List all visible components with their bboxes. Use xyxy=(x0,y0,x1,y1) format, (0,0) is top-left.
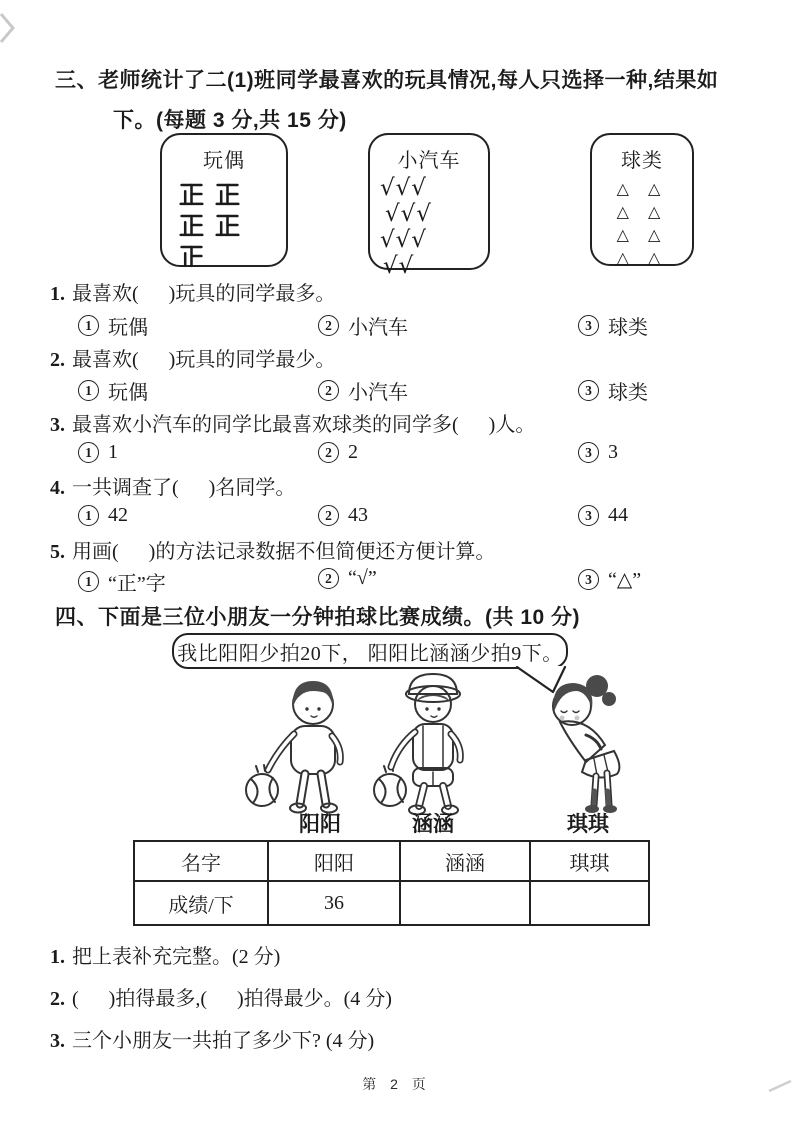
scan-artifact xyxy=(0,12,16,44)
tally-box-title: 球类 xyxy=(621,150,663,172)
tally-box-dolls xyxy=(160,133,288,267)
option: 3 球类 xyxy=(578,311,648,340)
options-3-3 xyxy=(0,441,793,475)
circled-number: 2 xyxy=(318,505,339,526)
option: 1 42 xyxy=(78,504,128,527)
options-3-1 xyxy=(0,311,793,345)
option: 2 2 xyxy=(318,441,358,464)
question-4-2: 2. ( )拍得最多,( )拍得最少。(4 分) xyxy=(50,988,392,1010)
option: 2 小汽车 xyxy=(318,376,408,405)
circled-number: 1 xyxy=(78,315,99,336)
tally-marks-triangles: △ △ △ △ △ △ △ △ xyxy=(616,179,668,267)
question-3-1: 1. 最喜欢( )玩具的同学最多。 xyxy=(50,283,336,305)
option: 2 43 xyxy=(318,504,368,527)
option: 3 3 xyxy=(578,441,618,464)
header-cell-hanhan: 涵涵 xyxy=(400,841,530,881)
question-4-3: 3. 三个小朋友一共拍了多少下? (4 分) xyxy=(50,1030,375,1052)
option: 2 小汽车 xyxy=(318,311,408,340)
header-cell-qiqi: 琪琪 xyxy=(530,841,649,881)
question-3-2: 2. 最喜欢( )玩具的同学最少。 xyxy=(50,349,336,371)
section3-heading-line2: 下。(每题 3 分,共 15 分) xyxy=(113,109,347,132)
option: 3 “△” xyxy=(578,567,641,592)
circled-number: 3 xyxy=(578,569,599,590)
circled-number: 3 xyxy=(578,315,599,336)
option: 1 1 xyxy=(78,441,118,464)
question-3-3: 3. 最喜欢小汽车的同学比最喜欢球类的同学多( )人。 xyxy=(50,414,536,436)
child-name-yangyang: 阳阳 xyxy=(299,812,341,836)
tally-marks-checks: √√√ √√√ √√√ √√ xyxy=(380,175,432,279)
score-table xyxy=(133,840,650,926)
options-3-4 xyxy=(0,504,793,538)
question-3-4: 4. 一共调查了( )名同学。 xyxy=(50,477,296,499)
row-label-score: 成绩/下 xyxy=(134,881,268,925)
header-cell-name: 名字 xyxy=(134,841,268,881)
circled-number: 2 xyxy=(318,568,339,589)
tally-boxes xyxy=(50,133,694,279)
section4-heading: 四、下面是三位小朋友一分钟拍球比赛成绩。(共 10 分) xyxy=(55,606,581,629)
header-cell-yangyang: 阳阳 xyxy=(268,841,400,881)
options-3-2 xyxy=(0,376,793,410)
circled-number: 1 xyxy=(78,442,99,463)
score-cell-hanhan-blank xyxy=(400,881,530,925)
circled-number: 1 xyxy=(78,380,99,401)
boy-hanhan-figure xyxy=(374,674,460,815)
tally-marks-zheng xyxy=(162,173,264,271)
table-header-row xyxy=(134,841,649,881)
speech-bubble-tail xyxy=(505,666,575,698)
tally-box-balls xyxy=(590,133,694,266)
circled-number: 1 xyxy=(78,571,99,592)
score-cell-qiqi-blank xyxy=(530,881,649,925)
circled-number: 2 xyxy=(318,315,339,336)
option: 1 玩偶 xyxy=(78,311,148,340)
circled-number: 3 xyxy=(578,505,599,526)
tally-box-cars xyxy=(368,133,490,279)
child-name-qiqi: 琪琪 xyxy=(567,812,609,836)
child-name-hanhan: 涵涵 xyxy=(412,812,454,836)
option: 3 球类 xyxy=(578,376,648,405)
circled-number: 2 xyxy=(318,380,339,401)
option: 1 “正”字 xyxy=(78,567,166,596)
question-4-1: 1. 把上表补充完整。(2 分) xyxy=(50,946,281,968)
circled-number: 3 xyxy=(578,442,599,463)
circled-number: 3 xyxy=(578,380,599,401)
children-illustration xyxy=(0,668,793,816)
option: 3 44 xyxy=(578,504,628,527)
table-score-row xyxy=(134,881,649,925)
speech-bubble: 我比阳阳少拍20下， 阳阳比涵涵少拍9下。 xyxy=(172,633,568,669)
page-number: 第 2 页 xyxy=(362,1076,431,1092)
boy-yangyang-figure xyxy=(246,681,340,813)
options-3-5 xyxy=(0,567,793,601)
section3-heading-line1: 三、老师统计了二(1)班同学最喜欢的玩具情况,每人只选择一种,结果如 xyxy=(55,69,719,92)
circled-number: 1 xyxy=(78,505,99,526)
tally-box-title: 玩偶 xyxy=(203,150,245,172)
question-3-5: 5. 用画( )的方法记录数据不但简便还方便计算。 xyxy=(50,541,496,563)
tally-box-title: 小汽车 xyxy=(397,150,461,172)
score-cell-yangyang: 36 xyxy=(268,881,400,925)
option: 2 “√” xyxy=(318,567,377,590)
option: 1 玩偶 xyxy=(78,376,148,405)
circled-number: 2 xyxy=(318,442,339,463)
